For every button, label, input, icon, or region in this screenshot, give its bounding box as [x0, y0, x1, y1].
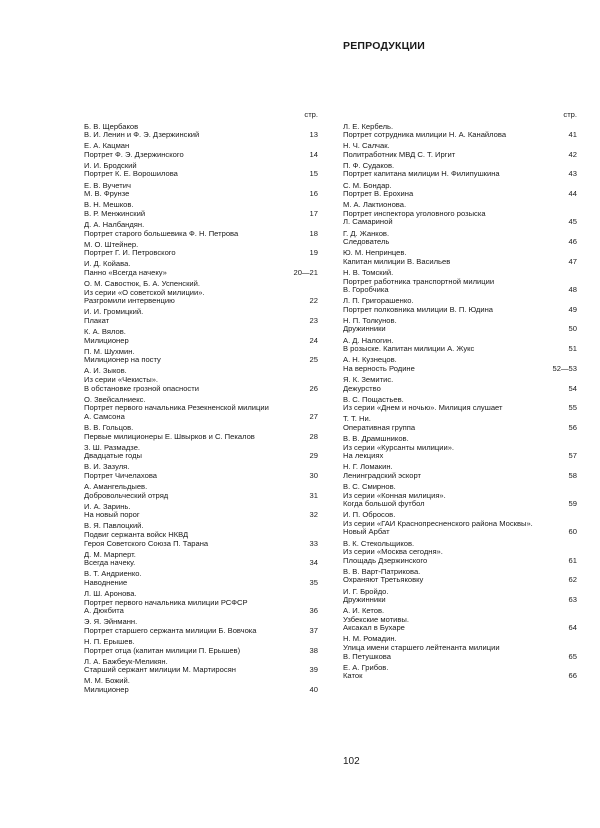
entry-page-number: 60: [568, 527, 577, 537]
entry-artist: М. А. Лактионова.: [343, 200, 407, 210]
entry-page-number: 17: [309, 208, 318, 218]
reproduction-entry: [84, 142, 318, 159]
entry-page-number: 66: [568, 671, 577, 681]
entry-artist: П. Ф. Судаков.: [343, 160, 395, 170]
reproduction-entry: [343, 201, 577, 227]
entry-artist: В. С. Пощастьев.: [343, 394, 404, 404]
entry-title-line: Старший сержант милиции М. Мартиросян: [84, 665, 236, 675]
entry-title-line: Двадцатые годы: [84, 451, 142, 461]
entry-page-number: 33: [309, 538, 318, 548]
entry-page-number: 63: [568, 595, 577, 605]
entry-page-number: 32: [309, 510, 318, 520]
entry-title-line: Когда большой футбол: [343, 499, 425, 509]
entry-page-number: 18: [309, 228, 318, 238]
entry-page-number: 48: [568, 285, 577, 295]
entry-title-line: Подвиг сержанта войск НКВД: [84, 529, 189, 539]
reproduction-entry: [84, 201, 318, 218]
entry-page-number: 47: [568, 256, 577, 266]
entry-artist: И. И. Бродский: [84, 160, 137, 170]
entry-page-number: 13: [309, 130, 318, 140]
entry-title-line: Из серии «Чекисты».: [84, 374, 159, 384]
entry-page-number: 25: [309, 355, 318, 365]
reproduction-entry: [343, 123, 577, 140]
entry-page-number: 52—53: [552, 363, 577, 373]
entry-page-number: 44: [568, 189, 577, 199]
reproduction-entry: [84, 483, 318, 500]
entry-title-line: Плакат: [84, 315, 110, 325]
entry-artist: М. М. Божий.: [84, 676, 130, 686]
entry-page-number: 15: [309, 169, 318, 179]
reproduction-entry: [343, 607, 577, 633]
entry-title-line: В. Петушкова: [343, 651, 391, 661]
entry-title-line: Портрет первого начальника Резекненской милиции: [84, 403, 269, 413]
reproduction-entry: [84, 424, 318, 441]
entry-title-line: Добровольческий отряд: [84, 490, 169, 500]
entry-artist: Н. Г. Ломакин.: [343, 462, 393, 472]
entry-title-line: Из серии «Днем и ночью». Милиция слушает: [343, 403, 503, 413]
entry-title-line: Портрет старого большевика Ф. Н. Петрова: [84, 228, 239, 238]
entry-title-line: Улица имени старшего лейтенанта милиции: [343, 643, 500, 653]
reproduction-entry: [343, 317, 577, 334]
entry-title-line: В обстановке грозной опасности: [84, 383, 199, 393]
entry-artist: К. А. Вялов.: [84, 326, 126, 336]
entry-title-line: Из серии «О советской милиции».: [84, 287, 205, 297]
entry-artist: В. С. Смирнов.: [343, 481, 396, 491]
entry-title-line: Портрет инспектора уголовного розыска: [343, 208, 486, 218]
entry-title-line: Наводнение: [84, 577, 128, 587]
entry-title-line: Узбекские мотивы.: [343, 614, 409, 624]
reproduction-entry: [84, 308, 318, 325]
entry-page-number: 23: [309, 315, 318, 325]
reproduction-entry: [343, 435, 577, 461]
entry-artist: Л. П. Григорашенко.: [343, 296, 414, 306]
entry-title-line: Героя Советского Союза П. Тарана: [84, 538, 209, 548]
entry-artist: Д. М. Марперт.: [84, 549, 136, 559]
entry-page-number: 29: [309, 451, 318, 461]
entry-title-line: Милиционер: [84, 684, 129, 694]
left-column: [84, 110, 318, 695]
reproduction-entry: [343, 356, 577, 373]
entry-title-line: На новый порог: [84, 510, 140, 520]
entry-artist: А. И. Зыков.: [84, 366, 127, 376]
entry-title-line: Портрет отца (капитан милиции П. Ерышев): [84, 645, 241, 655]
reproduction-entry: [84, 280, 318, 306]
entry-page-number: 61: [568, 555, 577, 565]
reproduction-entry: [343, 249, 577, 266]
entry-page-number: 54: [568, 383, 577, 393]
entry-title-line: Милиционер: [84, 335, 129, 345]
reproduction-entry: [343, 568, 577, 585]
reproduction-entry: [343, 415, 577, 432]
reproduction-entry: [84, 348, 318, 365]
entry-title-line: Портрет работника транспортной милиции: [343, 276, 495, 286]
entry-artist: А. Н. Кузнецов.: [343, 355, 397, 365]
entry-page-number: 43: [568, 169, 577, 179]
entry-page-number: 40: [309, 684, 318, 694]
entry-title-line: А. Дюкбита: [84, 606, 124, 616]
entry-page-number: 37: [309, 625, 318, 635]
reproduction-entry: [84, 638, 318, 655]
reproduction-entry: [84, 444, 318, 461]
entry-title-line: Политработник МВД С. Т. Иргит: [343, 149, 456, 159]
entry-title-line: Ленинградский эскорт: [343, 470, 422, 480]
entry-title-line: В. Горобчика: [343, 285, 389, 295]
entry-artist: Л. Е. Кербель.: [343, 121, 394, 131]
reproduction-entry: [84, 123, 318, 140]
entry-page-number: 19: [309, 248, 318, 258]
entry-title-line: Портрет первого начальника милиции РСФСР: [84, 597, 248, 607]
reproduction-entry: [343, 162, 577, 179]
entry-artist: С. М. Бондар.: [343, 180, 392, 190]
entry-artist: И. И. Громицкий.: [84, 307, 144, 317]
entry-title-line: Л. Самариной: [343, 217, 393, 227]
entry-artist: В. Н. Мешков.: [84, 200, 134, 210]
page-column-header: стр.: [304, 110, 318, 119]
entry-artist: Н. М. Ромадин.: [343, 634, 397, 644]
entry-artist: М. О. Штейнер.: [84, 239, 139, 249]
reproduction-entry: [343, 269, 577, 295]
entry-page-number: 51: [568, 344, 577, 354]
entry-page-number: 49: [568, 304, 577, 314]
reproduction-entry: [84, 260, 318, 277]
entry-title-line: Из серии «Москва сегодня».: [343, 547, 443, 557]
entry-artist: Д. А. Налбандян.: [84, 219, 145, 229]
entry-artist: В. Т. Андриенко.: [84, 569, 142, 579]
entry-page-number: 55: [568, 403, 577, 413]
entry-title-line: Портрет полковника милиции В. П. Юдина: [343, 304, 493, 314]
reproduction-entry: [343, 511, 577, 537]
page-number: 102: [343, 756, 360, 767]
entry-title-line: Следователь: [343, 237, 390, 247]
entry-page-number: 35: [309, 577, 318, 587]
entry-artist: Е. А. Грибов.: [343, 662, 389, 672]
entry-artist: В. В. Гольцов.: [84, 422, 134, 432]
entry-page-number: 50: [568, 324, 577, 334]
reproduction-entry: [343, 376, 577, 393]
entry-title-line: Первые милиционеры Е. Швырков и С. Пекалов: [84, 431, 255, 441]
entry-artist: З. Ш. Размадзе.: [84, 442, 141, 452]
reproduction-entry: [84, 328, 318, 345]
entry-artist: А. Д. Налогин.: [343, 335, 394, 345]
reproduction-entry: [343, 463, 577, 480]
entry-page-number: 14: [309, 149, 318, 159]
entry-title-line: Портрет капитана милиции Н. Филипушкина: [343, 169, 500, 179]
entry-page-number: 59: [568, 499, 577, 509]
entry-title-line: Портрет Ф. Э. Дзержинского: [84, 149, 184, 159]
reproduction-entry: [84, 522, 318, 548]
entry-artist: Е. А. Кацман: [84, 141, 130, 151]
entry-page-number: 46: [568, 237, 577, 247]
entry-title-line: Дежурство: [343, 383, 381, 393]
entry-artist: Н. В. Томский.: [343, 267, 394, 277]
entry-title-line: Площадь Дзержинского: [343, 555, 428, 565]
entry-artist: Н. П. Толкунов.: [343, 315, 397, 325]
entry-page-number: 28: [309, 431, 318, 441]
entry-page-number: 38: [309, 645, 318, 655]
entry-artist: И. Д. Койава.: [84, 259, 131, 269]
reproduction-entry: [343, 396, 577, 413]
entry-page-number: 56: [568, 422, 577, 432]
page-column-header: стр.: [563, 110, 577, 119]
entry-artist: И. А. Заринь.: [84, 501, 131, 511]
entry-title-line: Капитан милиции В. Васильев: [343, 256, 451, 266]
entry-page-number: 20—21: [293, 267, 318, 277]
entry-artist: Э. Я. Эйнманн.: [84, 617, 138, 627]
entry-page-number: 58: [568, 470, 577, 480]
reproduction-entry: [84, 590, 318, 616]
entry-title-line: Оперативная группа: [343, 422, 416, 432]
entry-page-number: 16: [309, 189, 318, 199]
entry-artist: О. М. Савостюк, Б. А. Успенский.: [84, 279, 200, 288]
entry-page-number: 34: [309, 558, 318, 568]
reproduction-entry: [84, 367, 318, 393]
entry-page-number: 64: [568, 623, 577, 633]
entry-page-number: 30: [309, 470, 318, 480]
reproduction-entry: [84, 618, 318, 635]
entry-title-line: Аксакал в Бухаре: [343, 623, 405, 633]
reproduction-entry: [343, 635, 577, 661]
entry-title-line: В. И. Ленин и Ф. Э. Дзержинский: [84, 130, 200, 140]
entry-title-line: Портрет сотрудника милиции Н. А. Канайлова: [343, 130, 507, 140]
reproduction-entry: [84, 677, 318, 694]
entry-title-line: Из серии «ГАИ Краснопресненского района Москвы».: [343, 518, 533, 528]
entry-title-line: А. Самсона: [84, 411, 125, 421]
entry-title-line: Дружинники: [343, 595, 386, 605]
entry-title-line: На лекциях: [343, 451, 384, 461]
reproduction-entry: [84, 396, 318, 422]
entry-title-line: Новый Арбат: [343, 527, 390, 537]
entry-page-number: 62: [568, 575, 577, 585]
entry-title-line: М. В. Фрунзе: [84, 189, 130, 199]
entry-page-number: 39: [309, 665, 318, 675]
entry-artist: Г. Д. Жанков.: [343, 228, 390, 238]
entry-artist: Б. В. Щербаков: [84, 121, 139, 131]
reproduction-entry: [343, 664, 577, 681]
entry-page-number: 26: [309, 383, 318, 393]
entry-artist: Л. А. Бажбеук-Меликян.: [84, 656, 168, 666]
reproduction-entry: [84, 658, 318, 675]
entry-title-line: Портрет В. Ерохина: [343, 189, 414, 199]
entry-page-number: 27: [309, 411, 318, 421]
entry-artist: И. П. Обросов.: [343, 510, 396, 520]
entry-artist: В. В. Варт-Патрикова.: [343, 566, 421, 576]
entry-page-number: 45: [568, 217, 577, 227]
entry-artist: Ю. М. Непринцев.: [343, 248, 407, 258]
entry-title-line: В розыске. Капитан милиции А. Жукс: [343, 344, 475, 354]
entry-page-number: 42: [568, 149, 577, 159]
reproduction-entry: [343, 230, 577, 247]
reproduction-entry: [343, 297, 577, 314]
entry-page-number: 24: [309, 335, 318, 345]
entry-title-line: Панно «Всегда начеку»: [84, 267, 167, 277]
reproduction-entry: [84, 463, 318, 480]
entry-title-line: Портрет Чичелахова: [84, 470, 157, 480]
reproduction-entry: [343, 483, 577, 509]
entry-title-line: Дружинники: [343, 324, 386, 334]
entry-page-number: 57: [568, 451, 577, 461]
reproduction-entry: [84, 182, 318, 199]
entry-artist: А. И. Кетов.: [343, 606, 385, 616]
reproduction-entry: [84, 551, 318, 568]
entry-title-line: Разгромили интервенцию: [84, 296, 175, 306]
entry-page-number: 65: [568, 651, 577, 661]
entry-title-line: Из серии «Конная милиция».: [343, 490, 446, 500]
reproduction-entry: [343, 182, 577, 199]
entry-title-line: На верность Родине: [343, 363, 415, 373]
entry-page-number: 31: [309, 490, 318, 500]
reproduction-entry: [343, 142, 577, 159]
entry-page-number: 36: [309, 606, 318, 616]
entry-page-number: 41: [568, 130, 577, 140]
entry-artist: Н. П. Ерышев.: [84, 636, 135, 646]
entry-title-line: Портрет Г. И. Петровского: [84, 248, 176, 258]
entry-artist: Л. Ш. Аронова.: [84, 589, 137, 598]
entry-artist: И. Г. Бройдо.: [343, 586, 389, 596]
reproduction-entry: [84, 503, 318, 520]
entry-artist: Я. К. Земитис.: [343, 374, 394, 384]
reproduction-entry: [343, 540, 577, 566]
reproduction-entry: [343, 337, 577, 354]
reproduction-entry: [84, 162, 318, 179]
reproduction-entry: [84, 241, 318, 258]
entry-title-line: Из серии «Курсанты милиции».: [343, 442, 455, 452]
entry-title-line: Портрет К. Е. Ворошилова: [84, 169, 178, 179]
entry-artist: В. В. Драмшников.: [343, 434, 409, 443]
entry-artist: А. Амангельдыев.: [84, 481, 148, 491]
entry-title-line: Охраняют Третьяковку: [343, 575, 424, 585]
reproduction-entry: [84, 221, 318, 238]
entry-title-line: Портрет старшего сержанта милиции Б. Вовчока: [84, 625, 257, 635]
entry-artist: О. Звейсалниекс.: [84, 394, 146, 404]
entry-artist: Т. Т. Ни.: [343, 414, 371, 424]
entry-title-line: В. Р. Менжинский: [84, 208, 146, 218]
entry-page-number: 22: [309, 296, 318, 306]
reproduction-entry: [84, 570, 318, 587]
entry-artist: П. М. Шухмин.: [84, 346, 135, 356]
entry-title-line: Милиционер на посту: [84, 355, 161, 365]
right-column: [343, 110, 577, 681]
entry-artist: Н. Ч. Салчак.: [343, 141, 390, 151]
entry-title-line: Каток: [343, 671, 363, 681]
entry-title-line: Всегда начеку.: [84, 558, 136, 568]
entry-artist: Е. В. Вучетич: [84, 180, 131, 190]
entry-artist: В. И. Зазуля.: [84, 462, 130, 472]
reproduction-entry: [343, 588, 577, 605]
entry-artist: В. Я. Павлоцкий.: [84, 521, 144, 531]
entry-artist: В. К. Стекольщиков.: [343, 538, 415, 548]
section-heading: РЕПРОДУКЦИИ: [343, 40, 425, 52]
